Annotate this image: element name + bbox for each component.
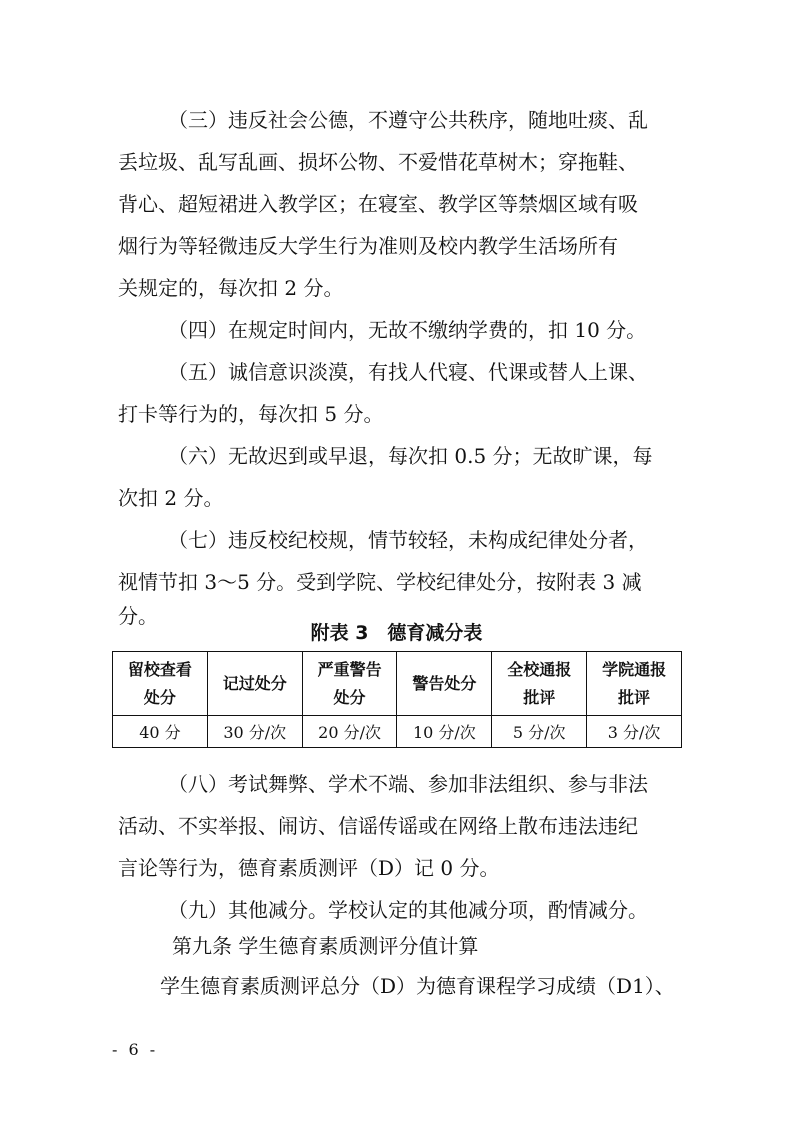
- paragraph-line: 关规定的，每次扣 2 分。: [118, 276, 344, 300]
- paragraph-line: 分。: [118, 604, 158, 628]
- table-header-cell: 警告处分: [397, 652, 492, 716]
- table-header-cell: 全校通报批评: [492, 652, 587, 716]
- table-cell: 5 分/次: [492, 716, 587, 748]
- paragraph-line: 烟行为等轻微违反大学生行为准则及校内教学生活场所有: [118, 234, 618, 258]
- paragraph-line: （八）考试舞弊、学术不端、参加非法组织、参与非法: [168, 772, 648, 796]
- paragraph-line: （四）在规定时间内，无故不缴纳学费的，扣 10 分。: [168, 318, 647, 342]
- page-number: - 6 -: [112, 1040, 159, 1059]
- paragraph-line: 学生德育素质测评总分（D）为德育课程学习成绩（D1）、: [160, 974, 675, 998]
- table-cell: 20 分/次: [302, 716, 397, 748]
- paragraph-line: 打卡等行为的，每次扣 5 分。: [118, 402, 384, 426]
- paragraph-line: （六）无故迟到或早退，每次扣 0.5 分；无故旷课，每: [168, 444, 653, 468]
- paragraph-line: 言论等行为，德育素质测评（D）记 0 分。: [118, 856, 500, 880]
- paragraph-line: 丢垃圾、乱写乱画、损坏公物、不爱惜花草树木；穿拖鞋、: [118, 150, 638, 174]
- paragraph-line: （七）违反校纪校规，情节较轻，未构成纪律处分者，: [168, 528, 648, 552]
- table-cell: 40 分: [113, 716, 208, 748]
- table-cell: 30 分/次: [207, 716, 302, 748]
- deduction-table: [112, 651, 682, 748]
- table-row: [113, 716, 682, 748]
- table-caption: 附表 3 德育减分表: [310, 622, 483, 644]
- table-cell: 10 分/次: [397, 716, 492, 748]
- table-header-cell: 记过处分: [207, 652, 302, 716]
- section-heading: 第九条 学生德育素质测评分值计算: [172, 934, 479, 958]
- table-header-cell: 严重警告处分: [302, 652, 397, 716]
- paragraph-line: （九）其他减分。学校认定的其他减分项，酌情减分。: [168, 898, 648, 922]
- paragraph-line: 活动、不实举报、闹访、信谣传谣或在网络上散布违法违纪: [118, 814, 638, 838]
- paragraph-line: 视情节扣 3～5 分。受到学院、学校纪律处分，按附表 3 减: [118, 570, 642, 594]
- paragraph-line: （五）诚信意识淡漠，有找人代寝、代课或替人上课、: [168, 360, 648, 384]
- paragraph-line: （三）违反社会公德，不遵守公共秩序，随地吐痰、乱: [168, 108, 648, 132]
- paragraph-line: 背心、超短裙进入教学区；在寝室、教学区等禁烟区域有吸: [118, 192, 638, 216]
- table-header-cell: 学院通报批评: [587, 652, 682, 716]
- table-header-row: [113, 652, 682, 716]
- table-header-cell: 留校查看处分: [113, 652, 208, 716]
- table-cell: 3 分/次: [587, 716, 682, 748]
- paragraph-line: 次扣 2 分。: [118, 486, 224, 510]
